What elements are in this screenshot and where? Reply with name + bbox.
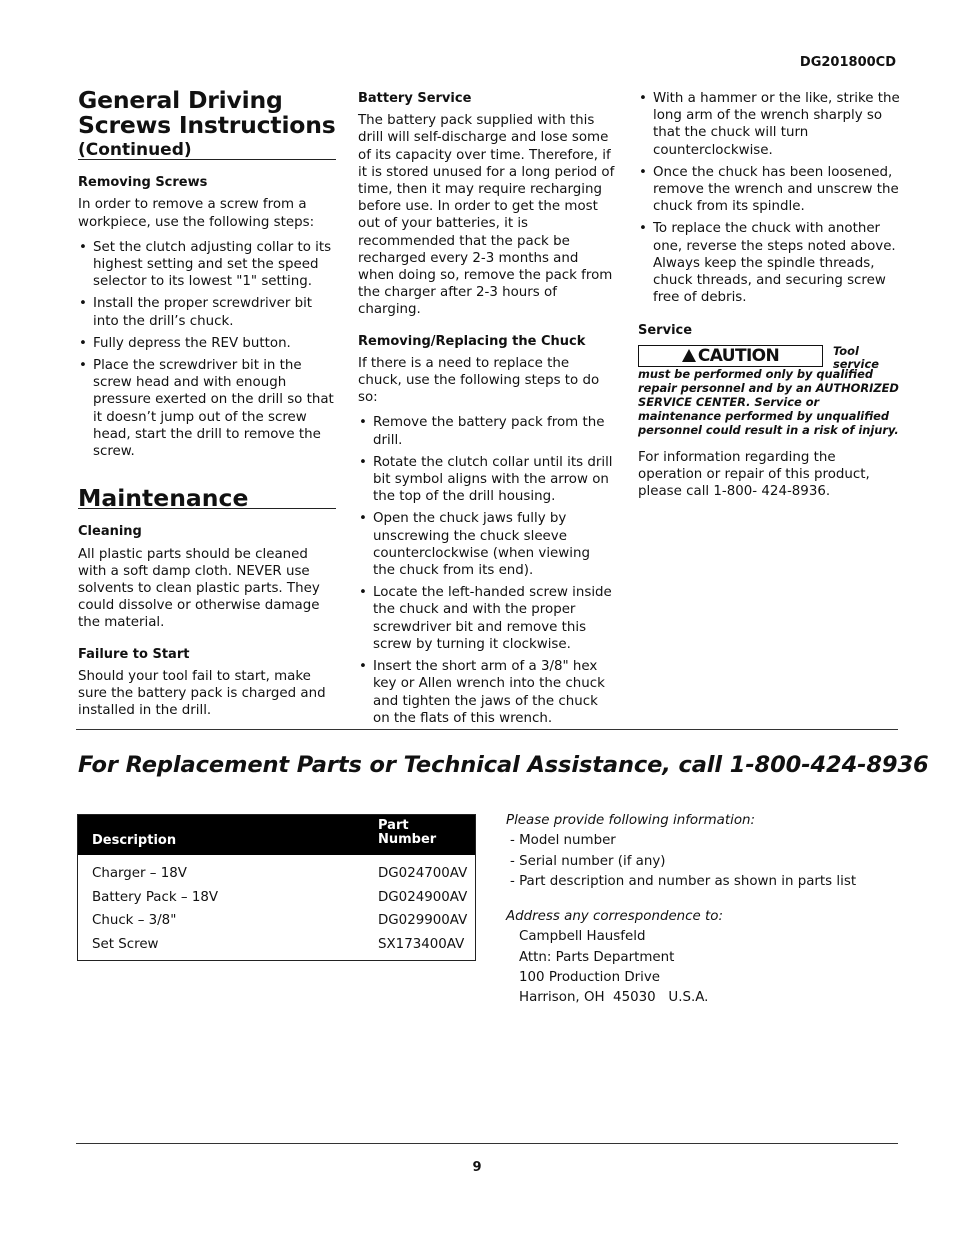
title-line-1: General Driving (78, 86, 283, 114)
cell-part-number: DG024900AV (378, 889, 468, 905)
caution-label: CAUTION (697, 345, 780, 366)
list-item: • Open the chuck jaws fully by unscrewing the chuck sleeve counterclockwise (when viewing the chuck from its end). (358, 510, 616, 579)
column-right (638, 90, 900, 500)
document-number: DG201800CD (799, 55, 896, 70)
provide-item: - Model number (510, 833, 616, 849)
provide-item: - Part description and number as shown in parts list (510, 873, 857, 889)
cell-description: Charger – 18V (92, 866, 187, 881)
removing-screws-heading: Removing Screws (78, 175, 208, 191)
address-line: 100 Production Drive (519, 970, 661, 986)
cleaning-text: All plastic parts should be cleaned with a soft damp cloth. NEVER use solvents to clean plastic parts. They could dissolve or otherwise damage the material. (78, 546, 320, 631)
list-item: • Locate the left-handed screw inside the chuck and with the proper screwdriver bit and remove this screw by turning it clockwise. (358, 584, 616, 653)
list-item: • Set the clutch adjusting collar to its highest setting and set the speed selector to its lowest "1" setting. (78, 239, 336, 291)
list-item: • Insert the short arm of a 3/8" hex key or Allen wrench into the chuck and tighten the jaws of the chuck on the flats of this wrench. (358, 658, 616, 727)
cell-description: Chuck – 3/8" (92, 913, 177, 928)
address-label: Address any correspondence to: (506, 909, 723, 925)
list-item: • Install the proper screwdriver bit into the drill’s chuck. (78, 295, 336, 329)
list-item: • To replace the chuck with another one, reverse the steps noted above. Always keep the spindle threads, chuck threads, and securing screw free of debris. (638, 220, 900, 306)
list-item: • Remove the battery pack from the drill. (358, 414, 616, 448)
column-left (78, 88, 336, 719)
cell-part-number: SX173400AV (378, 936, 465, 952)
section-title (78, 88, 336, 138)
header-part-number (378, 819, 436, 847)
list-item: • Once the chuck has been loosened, remove the wrench and unscrew the chuck from its spindle. (638, 164, 900, 216)
failure-heading: Failure to Start (78, 646, 190, 662)
ordering-info (506, 811, 856, 1009)
page-number: 9 (472, 1160, 482, 1175)
list-item: • With a hammer or the like, strike the long arm of the wrench sharply so that the chuck will turn counterclockwise. (638, 90, 900, 159)
chuck-steps (358, 414, 616, 726)
caution-block (638, 343, 900, 372)
parts-table (77, 814, 476, 961)
table-row (78, 909, 475, 933)
address-line: Attn: Parts Department (519, 949, 675, 965)
battery-service-heading: Battery Service (358, 91, 472, 106)
list-item: • Rotate the clutch collar until its drill bit symbol aligns with the arrow on the top of the drill housing. (358, 454, 616, 506)
list-item: • Fully depress the REV button. (78, 335, 336, 352)
continued-label: (Continued) (78, 142, 336, 160)
parts-table-header (78, 815, 475, 855)
caution-text: must be performed only by qualified repair personnel and by an AUTHORIZED SERVICE CENTER. Service or maintenance performed by unqualified personnel could result in a risk of injury. (638, 366, 899, 437)
list-item: • Place the screwdriver bit in the screw head and with enough pressure exerted on the drill so that it doesn’t jump out of the screw head, start the drill to remove the screw. (78, 357, 336, 460)
service-heading: Service (638, 323, 693, 339)
battery-service-text: The battery pack supplied with this drill will self-discharge and lose some of its capacity over time. Therefore, if it is stored unused for a long period of time, then it may require recharging before use. In order to get the most out of your batteries, it is recommended that the pack be recharged every 2-3 months and when doing so, remove the pack from the charger after 2-3 hours of charging. (358, 113, 615, 318)
divider-top (76, 729, 898, 730)
parts-banner: For Replacement Parts or Technical Assistance, call 1-800-424-8936 (78, 752, 929, 778)
caution-side-text: Tool service (833, 343, 879, 372)
caution-label-box (638, 345, 823, 367)
column-middle (358, 90, 616, 732)
removing-screws-intro: In order to remove a screw from a workpiece, use the following steps: (78, 197, 315, 230)
chuck-heading: Removing/Replacing the Chuck (358, 333, 586, 349)
chuck-intro: If there is a need to replace the chuck, use the following steps to do so: (358, 355, 600, 406)
provide-item: - Serial number (if any) (510, 853, 666, 869)
warning-triangle-icon (682, 349, 696, 362)
maintenance-title: Maintenance (78, 490, 336, 509)
chuck-steps-continued (638, 90, 900, 306)
cell-part-number: DG024700AV (378, 866, 468, 881)
cell-description: Battery Pack – 18V (92, 889, 219, 905)
table-row (78, 886, 475, 910)
header-part-line-2: Number (378, 832, 437, 847)
address-line: Harrison, OH 45030 U.S.A. (519, 990, 709, 1006)
cleaning-heading: Cleaning (78, 524, 142, 540)
cell-description: Set Screw (92, 936, 159, 952)
header-part-line-1: Part (378, 818, 409, 833)
provide-label: Please provide following information: (506, 813, 756, 828)
removing-screws-steps (78, 239, 336, 460)
header-description: Description (92, 833, 177, 848)
title-line-2: Screws Instructions (78, 111, 336, 139)
table-row (78, 862, 475, 886)
parts-table-body (78, 855, 475, 960)
table-row (78, 933, 475, 957)
cell-part-number: DG029900AV (378, 913, 468, 928)
failure-text: Should your tool fail to start, make sure the battery pack is charged and installed in the drill. (78, 668, 326, 719)
service-text: For information regarding the operation or repair of this product, please call 1-800- 424-8936. (638, 449, 870, 500)
divider-bottom (76, 1143, 898, 1144)
address-line: Campbell Hausfeld (519, 929, 646, 945)
